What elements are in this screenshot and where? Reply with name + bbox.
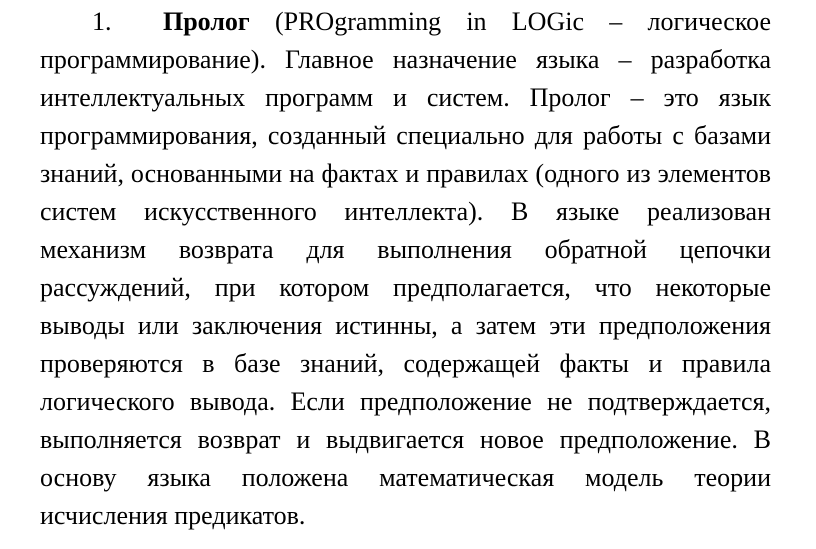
list-number: 1. bbox=[92, 7, 112, 36]
paragraph-line-8: рассуждений, при котором предполагается, что некоторые bbox=[40, 273, 771, 302]
paragraph-line-13: основу языка положена математическая модель теории bbox=[40, 463, 771, 492]
paragraph-line-1 bbox=[40, 2, 771, 41]
paragraph-line-11: логического вывода. Если предположение не подтверждается, bbox=[40, 387, 771, 416]
paragraph-line-2: программирование). Главное назначение языка – разработка bbox=[40, 45, 771, 74]
paragraph-line-14: исчисления предикатов. bbox=[40, 501, 306, 530]
paragraph-line-7: механизм возврата для выполнения обратной цепочки bbox=[40, 235, 771, 264]
paragraph-line-5: знаний, основанными на фактах и правилах (одного из элементов bbox=[40, 159, 771, 188]
paragraph-line-9: выводы или заключения истинны, а затем эти предположения bbox=[40, 311, 771, 340]
paragraph-line-6: систем искусственного интеллекта). В языке реализован bbox=[40, 197, 771, 226]
first-line-text: (PROgramming in LOGic – логическое bbox=[249, 7, 771, 36]
paragraph-line-10: проверяются в базе знаний, содержащей факты и правила bbox=[40, 349, 771, 378]
paragraph-line-4: программирования, созданный специально для работы с базами bbox=[40, 121, 771, 150]
paragraph-line-3: интеллектуальных программ и систем. Пролог – это язык bbox=[40, 83, 771, 112]
term-prolog: Пролог bbox=[163, 7, 250, 36]
paragraph-line-12: выполняется возврат и выдвигается новое предположение. В bbox=[40, 425, 771, 454]
